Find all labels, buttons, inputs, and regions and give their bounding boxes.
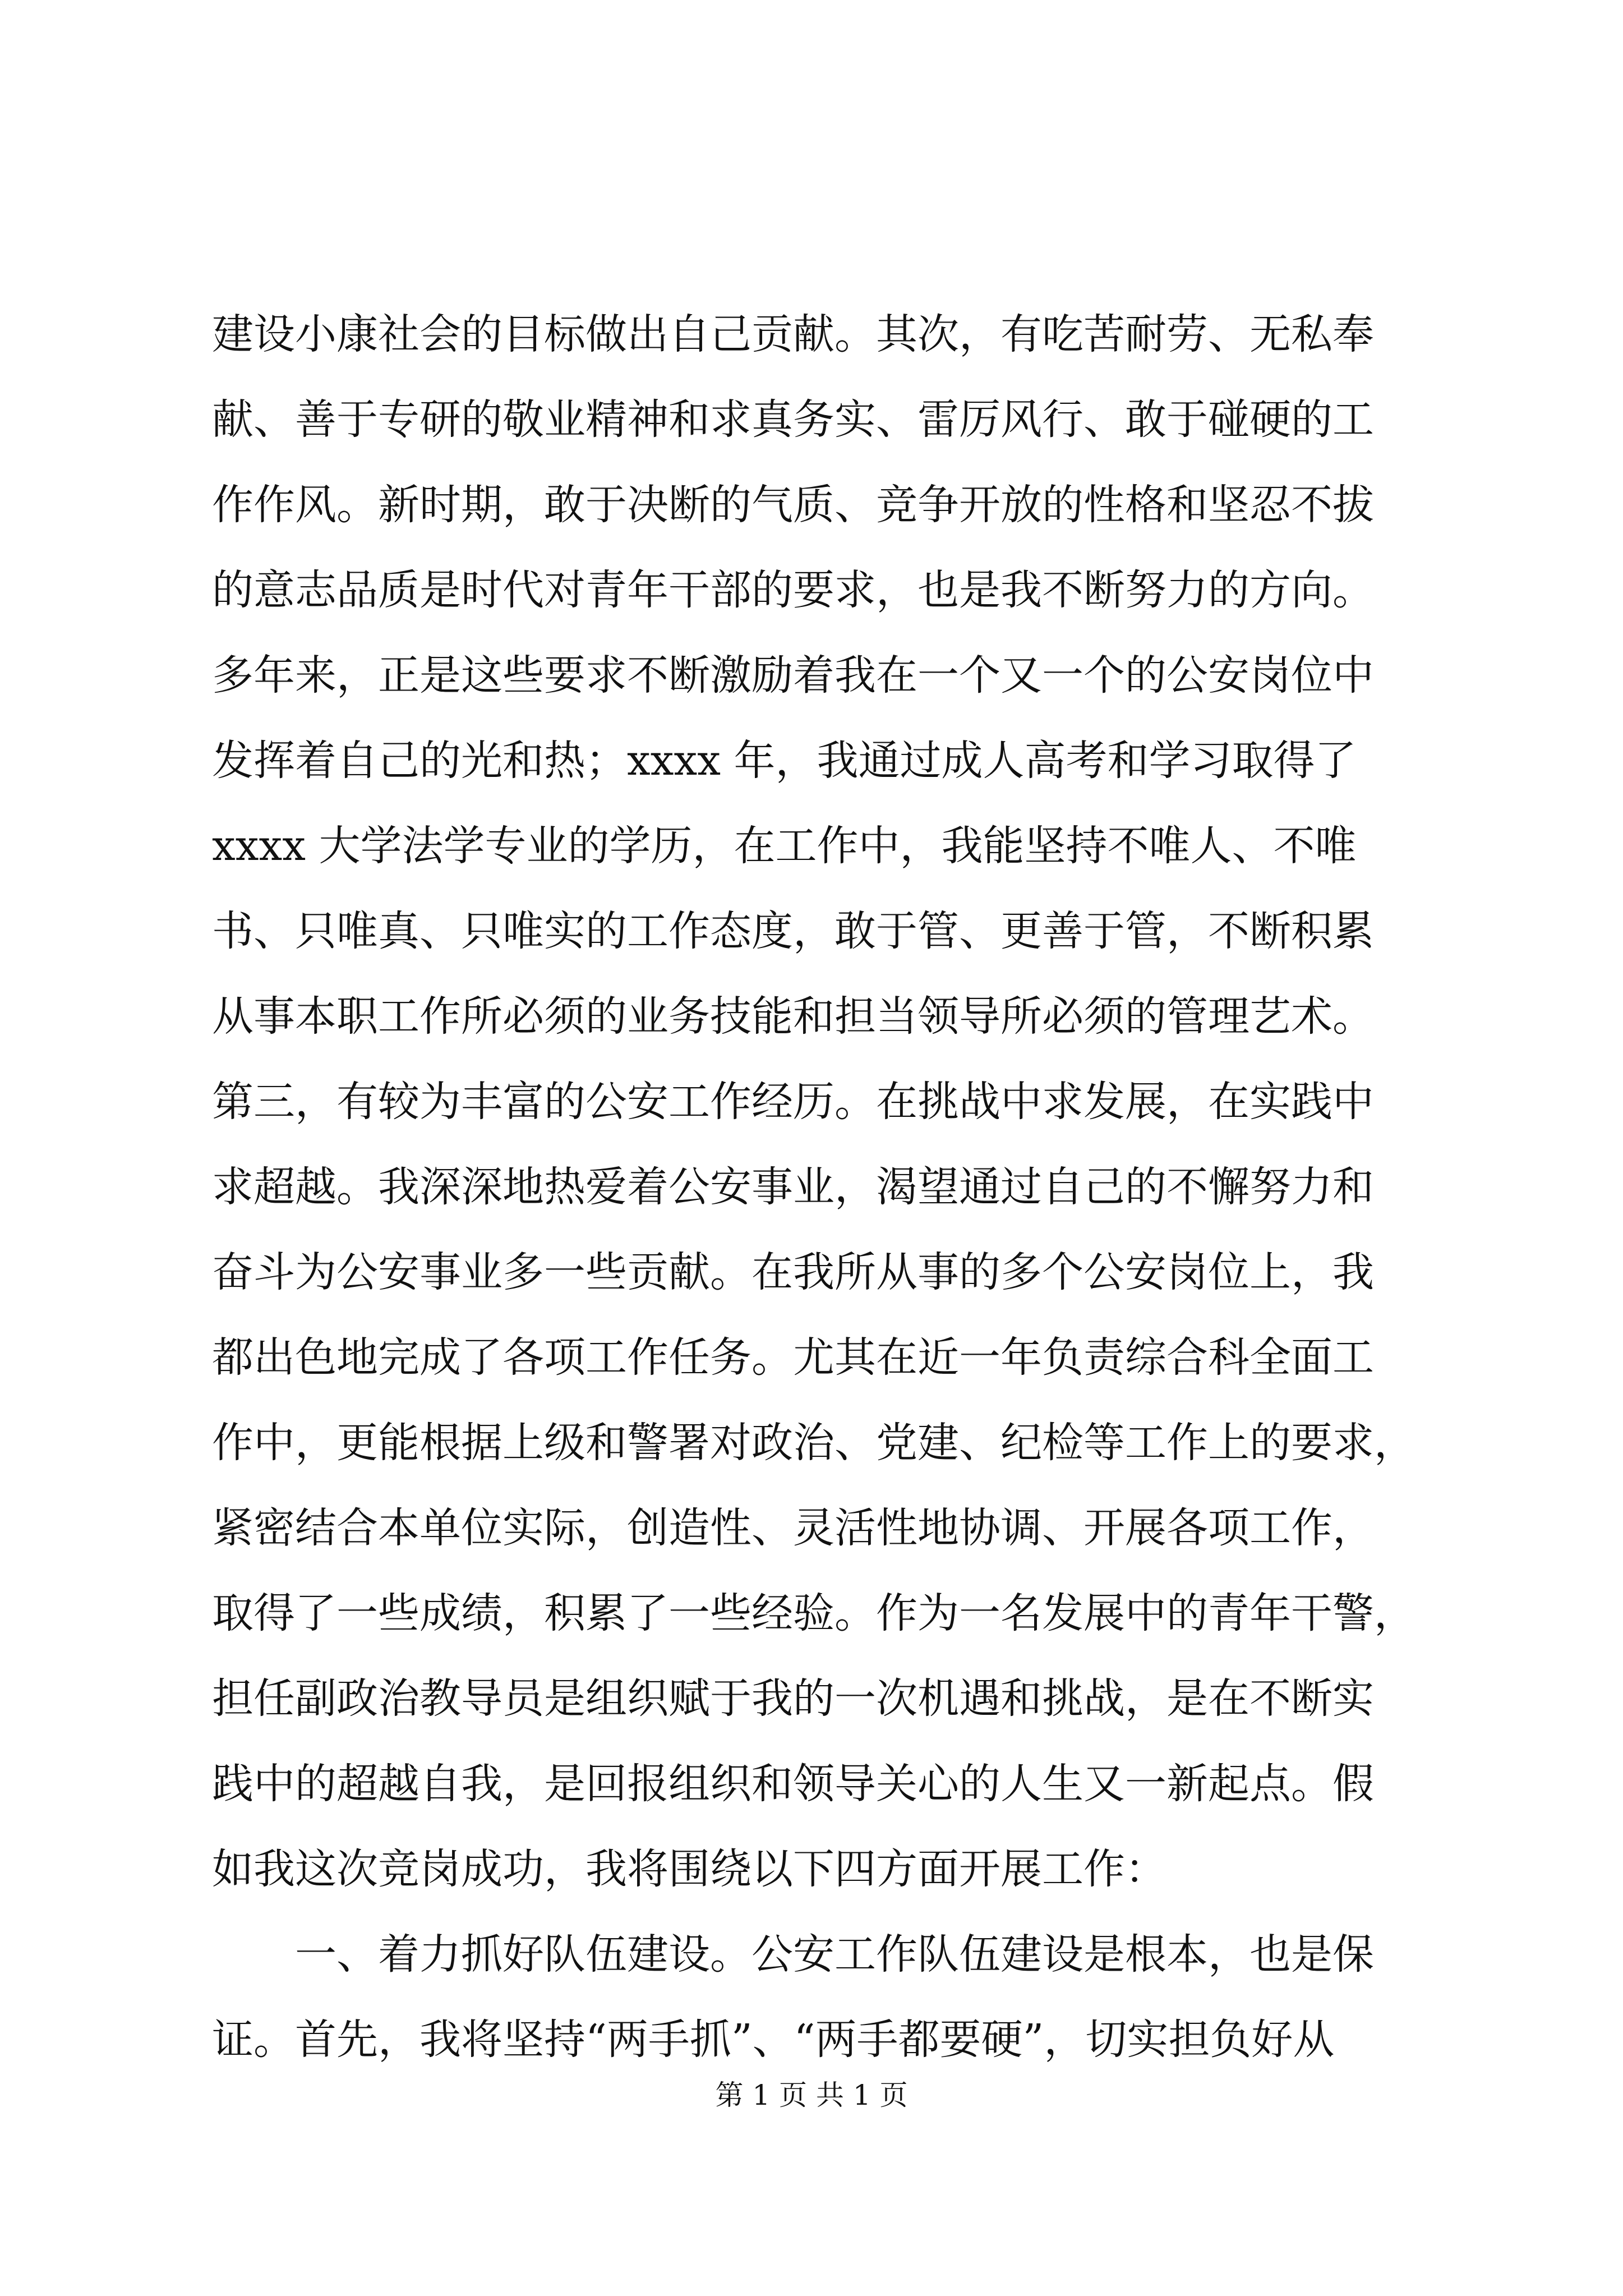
text-line: 作中，更能根据上级和警署对政治、党建、纪检等工作上的要求， [212,1419,1415,1467]
text-line: 担任副政治教导员是组织赋于我的一次机遇和挑战，是在不断实 [212,1674,1374,1723]
text-line: 求超越。我深深地热爱着公安事业，渴望通过自己的不懈努力和 [212,1163,1374,1211]
text-line: 践中的超越自我，是回报组织和领导关心的人生又一新起点。假 [212,1760,1374,1808]
page-footer: 第 1 页 共 1 页 [715,2079,908,2111]
text-line: 奋斗为公安事业多一些贡献。在我所从事的多个公安岗位上，我 [212,1248,1374,1296]
text-line: 都出色地完成了各项工作任务。尤其在近一年负责综合科全面工 [212,1333,1374,1382]
body-text [212,292,1423,2082]
text-line: 建设小康社会的目标做出自己贡献。其次，有吃苦耐劳、无私奉 [212,310,1374,358]
text-line: 书、只唯真、只唯实的工作态度，敢于管、更善于管，不断积累 [212,907,1374,955]
text-line: 紧密结合本单位实际，创造性、灵活性地协调、开展各项工作， [212,1504,1374,1552]
text-line: 作作风。新时期，敢于决断的气质、竞争开放的性格和坚忍不拔 [212,481,1374,529]
text-line: 献、善于专研的敬业精神和求真务实、雷厉风行、敢于碰硬的工 [212,395,1374,444]
text-line: xxxx 大学法学专业的学历，在工作中，我能坚持不唯人、不唯 [212,822,1357,870]
text-line: 从事本职工作所必须的业务技能和担当领导所必须的管理艺术。 [212,992,1374,1041]
text-line: 一、着力抓好队伍建设。公安工作队伍建设是根本，也是保 [295,1930,1374,1978]
text-line: 第三，有较为丰富的公安工作经历。在挑战中求发展，在实践中 [212,1078,1374,1126]
text-line: 发挥着自己的光和热；xxxx 年，我通过成人高考和学习取得了 [212,737,1357,785]
text-line: 证。首先，我将坚持“两手抓”、“两手都要硬”，切实担负好从 [212,2016,1335,2064]
text-line: 如我这次竞岗成功，我将围绕以下四方面开展工作： [212,1845,1166,1893]
text-line: 多年来，正是这些要求不断激励着我在一个又一个的公安岗位中 [212,651,1374,700]
text-line: 取得了一些成绩，积累了一些经验。作为一名发展中的青年干警， [212,1589,1415,1637]
text-line: 的意志品质是时代对青年干部的要求，也是我不断努力的方向。 [212,566,1374,614]
